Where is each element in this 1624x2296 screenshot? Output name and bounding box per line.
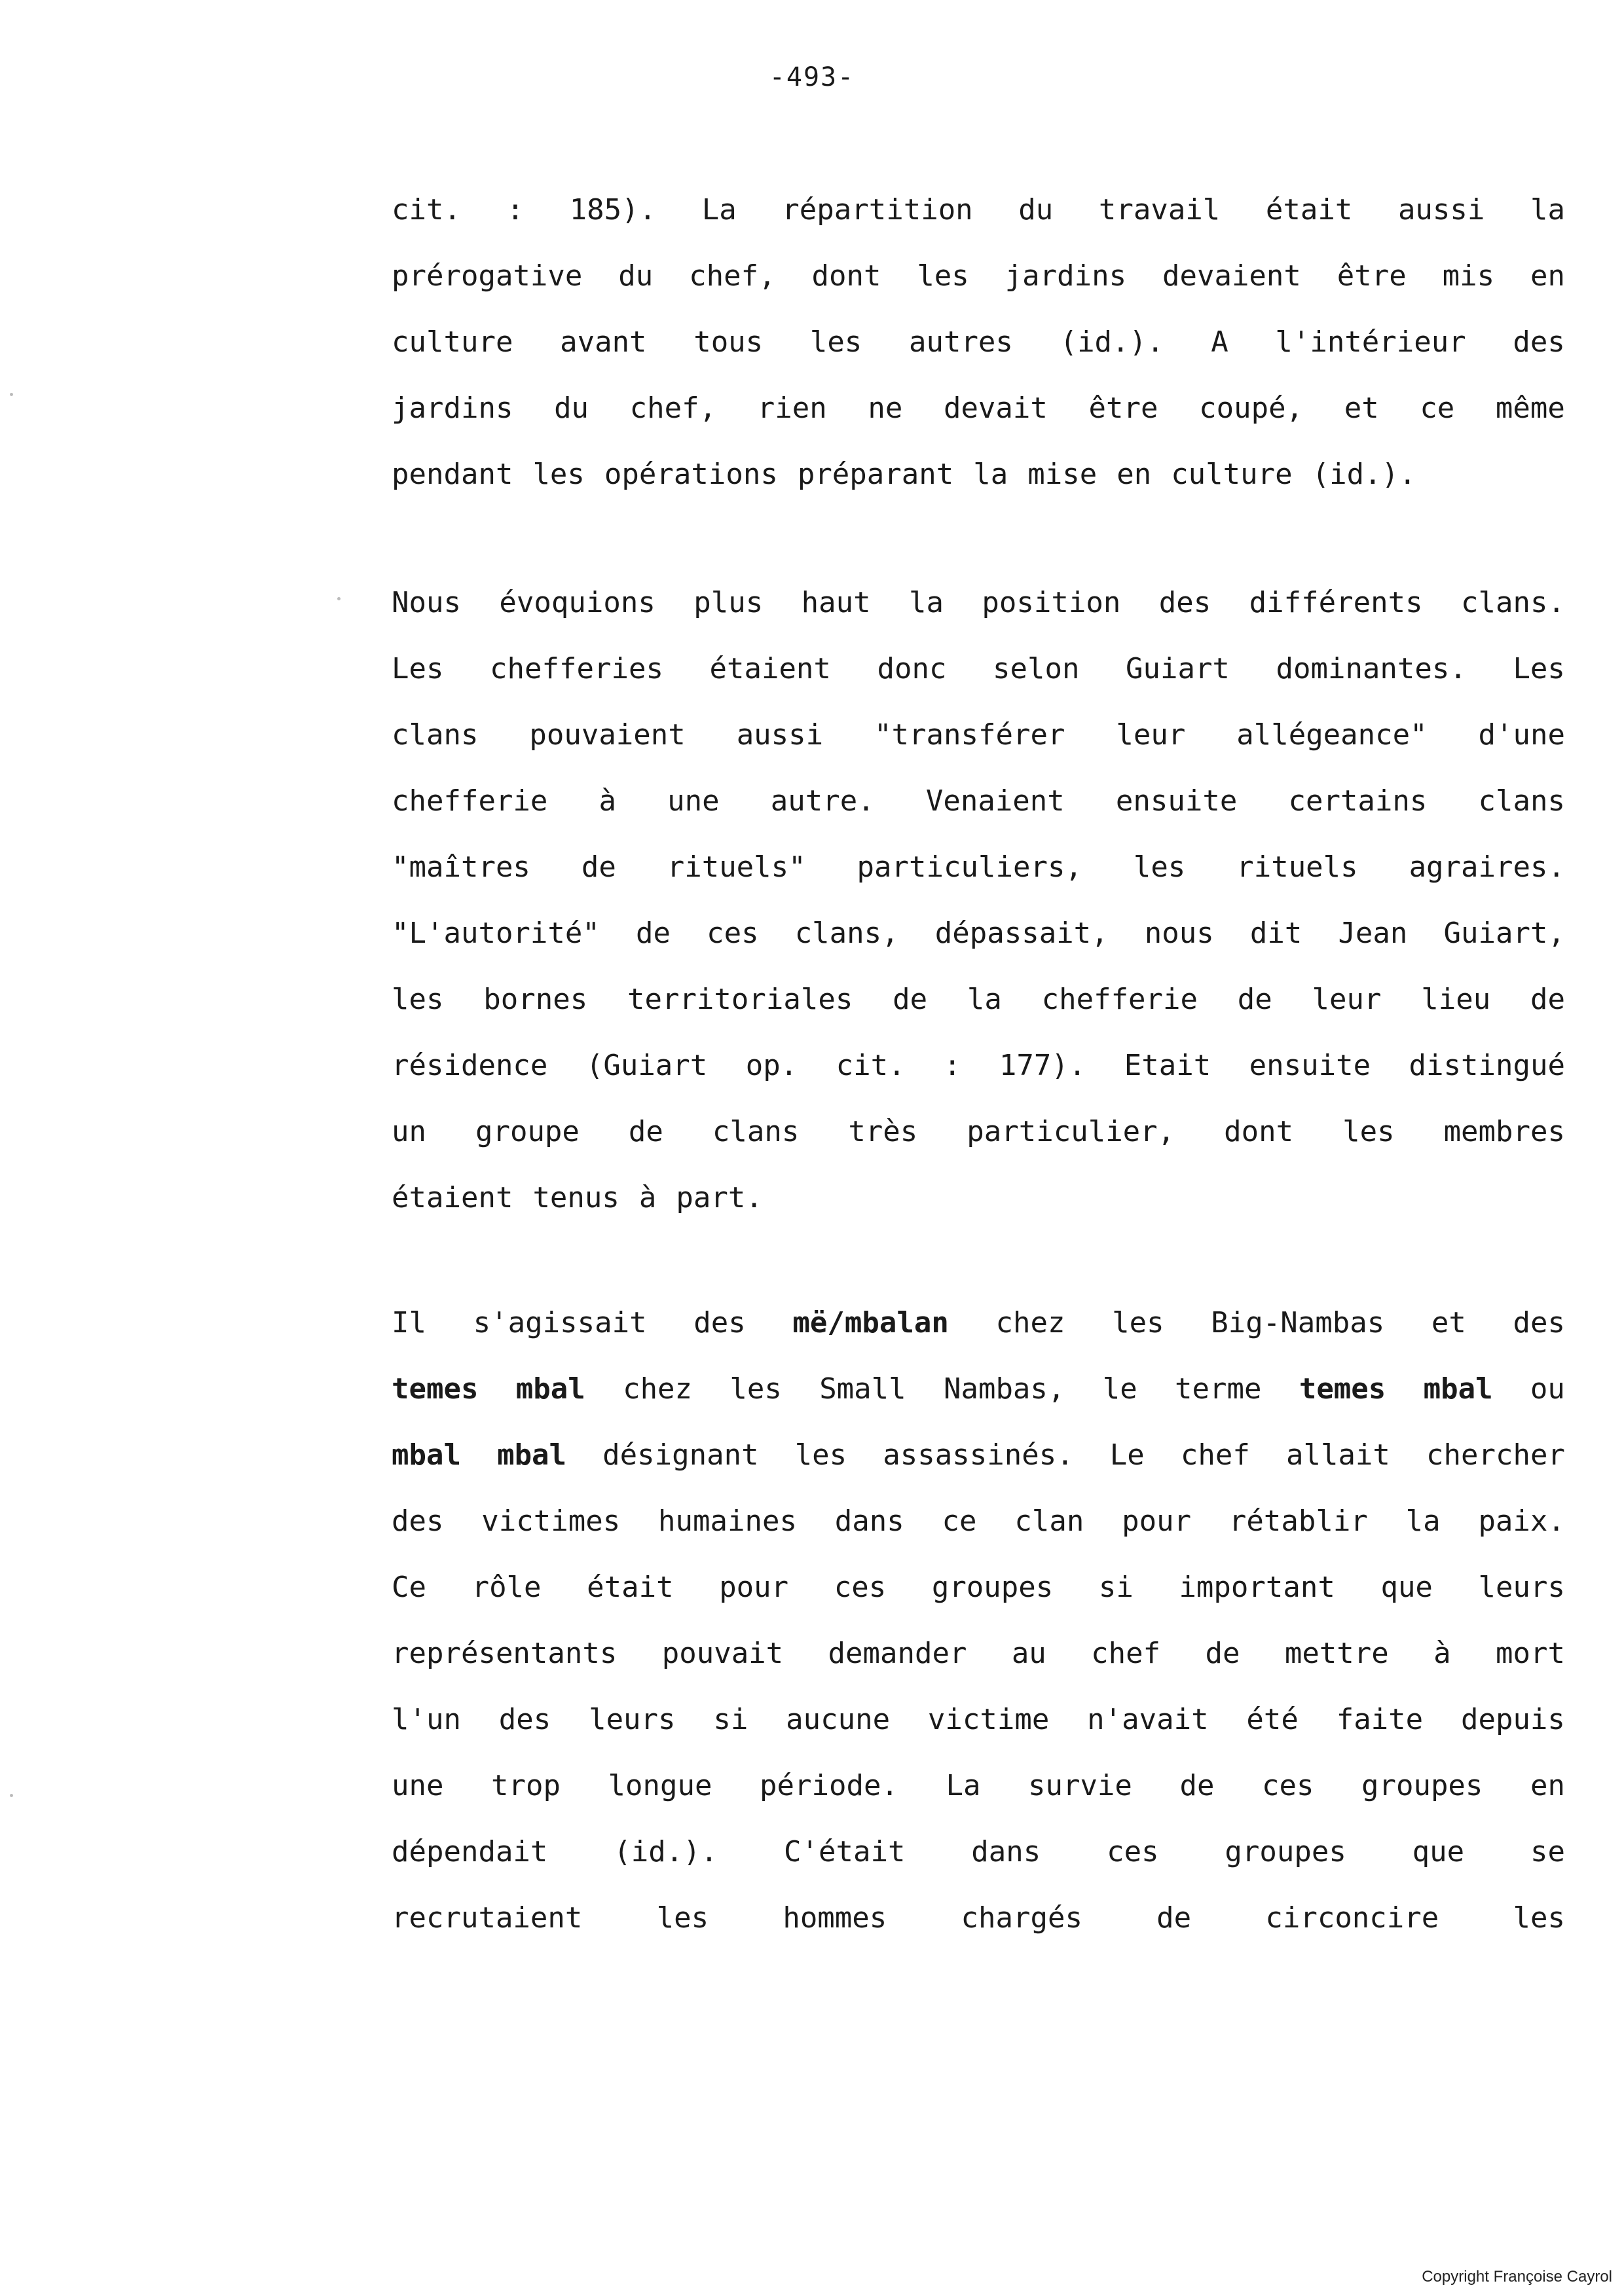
text-line — [392, 768, 1565, 834]
word: (id.). — [1312, 458, 1416, 491]
word: clans. — [1461, 586, 1565, 619]
word: des — [693, 1306, 746, 1339]
word: de — [1179, 1769, 1215, 1802]
word: répartition — [782, 193, 973, 227]
word: ensuite — [1115, 784, 1238, 818]
word: Big-Nambas — [1211, 1306, 1385, 1339]
word: se — [1530, 1835, 1565, 1868]
word: pouvaient — [529, 718, 686, 752]
word: rituels" — [667, 850, 806, 884]
word: préparant — [797, 458, 954, 491]
word: certains — [1288, 784, 1428, 818]
text-line — [392, 1099, 1565, 1165]
word: Etait — [1124, 1049, 1211, 1082]
word: ces — [707, 917, 759, 950]
word: Ce — [392, 1571, 426, 1604]
word: chef, — [629, 392, 717, 425]
word: part. — [676, 1181, 763, 1214]
word: chef — [1180, 1438, 1250, 1472]
text-line — [392, 1554, 1565, 1620]
word: dont — [1224, 1115, 1294, 1148]
text-line — [392, 1620, 1565, 1686]
word: territoriales — [627, 983, 853, 1016]
word: ne — [868, 392, 903, 425]
word: étaient — [392, 1181, 513, 1214]
text-line — [392, 1290, 1565, 1356]
word: Il — [392, 1306, 426, 1339]
word: la — [973, 458, 1008, 491]
word: à — [1433, 1637, 1451, 1670]
word: longue — [608, 1769, 712, 1802]
word: et — [1431, 1306, 1466, 1339]
word: la — [1405, 1504, 1441, 1538]
word: de — [1205, 1637, 1240, 1670]
word: travail — [1098, 193, 1221, 227]
word: l'un — [392, 1703, 461, 1736]
word: de — [893, 983, 928, 1016]
word: hommes — [783, 1901, 887, 1935]
word: de — [628, 1115, 663, 1148]
word: mbal — [515, 1372, 585, 1406]
word: pour — [719, 1571, 789, 1604]
word: si — [1098, 1571, 1134, 1604]
text-line — [392, 1356, 1565, 1422]
word: Guiart, — [1443, 917, 1565, 950]
scan-mark — [337, 597, 341, 600]
word: si — [713, 1703, 748, 1736]
word: ces — [1261, 1769, 1314, 1802]
text-line — [392, 441, 1565, 507]
word: même — [1495, 392, 1565, 425]
word: les — [532, 458, 585, 491]
word: plus — [693, 586, 764, 619]
word: dans — [971, 1835, 1041, 1868]
copyright-notice: Copyright Françoise Cayrol — [1422, 2268, 1612, 2286]
word: n'avait — [1087, 1703, 1209, 1736]
page-number: -493- — [769, 62, 855, 92]
word: dont — [811, 259, 881, 293]
word: période. — [760, 1769, 898, 1802]
word: des — [1158, 586, 1211, 619]
word: particuliers, — [857, 850, 1082, 884]
word: les — [1133, 850, 1186, 884]
word: terme — [1175, 1372, 1262, 1406]
word: lieu — [1421, 983, 1491, 1016]
word: en — [1530, 259, 1565, 293]
scan-mark — [10, 393, 13, 396]
word: la — [967, 983, 1002, 1016]
word: était — [587, 1571, 674, 1604]
word: (id.). — [1060, 325, 1164, 359]
word: autres — [908, 325, 1013, 359]
word: les — [656, 1901, 709, 1935]
word: jardins — [392, 392, 513, 425]
word: victimes — [481, 1504, 621, 1538]
word: leur — [1312, 983, 1382, 1016]
word: pour — [1122, 1504, 1192, 1538]
word: des — [498, 1703, 551, 1736]
word: rituels — [1236, 850, 1358, 884]
word: une — [392, 1769, 444, 1802]
word: la — [909, 586, 944, 619]
word: devait — [943, 392, 1048, 425]
word: membres — [1443, 1115, 1565, 1148]
word: une — [667, 784, 720, 818]
word: clan — [1014, 1504, 1084, 1538]
word: distingué — [1409, 1049, 1565, 1082]
word: évoquions — [499, 586, 655, 619]
word: été — [1246, 1703, 1299, 1736]
word: "transférer — [874, 718, 1065, 752]
word: position — [982, 586, 1121, 619]
word: allait — [1285, 1438, 1390, 1472]
word: en — [1116, 458, 1152, 491]
word: Venaient — [925, 784, 1065, 818]
word: nous — [1144, 917, 1214, 950]
word: clans, — [794, 917, 899, 950]
word: depuis — [1460, 1703, 1565, 1736]
text-line — [392, 1422, 1565, 1488]
word: chez — [995, 1306, 1065, 1339]
word: ce — [1420, 392, 1455, 425]
word: les — [729, 1372, 782, 1406]
word: à — [638, 1181, 657, 1214]
word: dominantes. — [1276, 652, 1467, 685]
word: ces — [1107, 1835, 1159, 1868]
text-line — [392, 1753, 1565, 1819]
word: d'une — [1478, 718, 1565, 752]
word: "L'autorité" — [392, 917, 600, 950]
word: de — [1156, 1901, 1192, 1935]
word: La — [701, 193, 737, 227]
word: les — [917, 259, 969, 293]
word: C'était — [784, 1835, 906, 1868]
word: en — [1530, 1769, 1565, 1802]
text-line — [392, 243, 1565, 309]
text-line — [392, 177, 1565, 243]
text-line — [392, 309, 1565, 375]
word: chercher — [1426, 1438, 1565, 1472]
word: groupes — [1225, 1835, 1346, 1868]
text-line — [392, 375, 1565, 441]
word: faite — [1336, 1703, 1424, 1736]
word: La — [946, 1769, 981, 1802]
word: de — [636, 917, 671, 950]
text-line — [392, 1032, 1565, 1099]
word: allégeance" — [1236, 718, 1428, 752]
word: bornes — [483, 983, 588, 1016]
word: A — [1211, 325, 1228, 359]
word: les — [1342, 1115, 1395, 1148]
word: les — [1112, 1306, 1164, 1339]
paragraph-2 — [392, 570, 1565, 1231]
word: du — [554, 392, 589, 425]
word: leurs — [1478, 1571, 1565, 1604]
word: rien — [757, 392, 827, 425]
word: chez — [623, 1372, 693, 1406]
word: chefferies — [490, 652, 663, 685]
word: les — [392, 983, 444, 1016]
word: selon — [992, 652, 1080, 685]
text-line — [392, 1819, 1565, 1885]
word: des — [392, 1504, 444, 1538]
word: (id.). — [614, 1835, 718, 1868]
word: dépendait — [392, 1835, 548, 1868]
text-line — [392, 702, 1565, 768]
word: mbal — [1423, 1372, 1493, 1406]
word: clans — [712, 1115, 800, 1148]
word: : — [944, 1049, 961, 1082]
word: et — [1344, 392, 1379, 425]
word: chargés — [961, 1901, 1082, 1935]
word: clans — [392, 718, 479, 752]
word: représentants — [392, 1637, 618, 1670]
text-line — [392, 570, 1565, 636]
word: Le — [1109, 1438, 1145, 1472]
word: cit. — [836, 1049, 906, 1082]
word: victime — [927, 1703, 1050, 1736]
word: dans — [834, 1504, 904, 1538]
word: mis — [1442, 259, 1495, 293]
word: groupe — [475, 1115, 580, 1148]
word: Jean — [1338, 917, 1408, 950]
word: des — [1513, 1306, 1565, 1339]
word: chef — [1091, 1637, 1161, 1670]
word: agraires. — [1409, 850, 1565, 884]
word: rétablir — [1228, 1504, 1368, 1538]
word: ce — [942, 1504, 977, 1538]
text-line — [392, 1488, 1565, 1554]
word: les — [794, 1438, 847, 1472]
word: prérogative — [392, 259, 583, 293]
word: l'intérieur — [1275, 325, 1466, 359]
word: survie — [1027, 1769, 1132, 1802]
word: assassinés. — [883, 1438, 1074, 1472]
word: culture — [392, 325, 513, 359]
word: aucune — [786, 1703, 891, 1736]
word: Nambas, — [943, 1372, 1065, 1406]
word: temes — [1299, 1372, 1386, 1406]
word: résidence — [392, 1049, 548, 1082]
word: culture — [1171, 458, 1293, 491]
word: temes — [392, 1372, 479, 1406]
word: chefferie — [392, 784, 548, 818]
word: chef, — [689, 259, 776, 293]
text-line — [392, 1686, 1565, 1753]
word: étaient — [709, 652, 831, 685]
word: humaines — [658, 1504, 797, 1538]
word: mettre — [1284, 1637, 1389, 1670]
word: rôle — [471, 1571, 542, 1604]
word: (Guiart — [585, 1049, 708, 1082]
word: important — [1179, 1571, 1335, 1604]
word: des — [1513, 325, 1565, 359]
word: du — [1018, 193, 1054, 227]
word: avant — [560, 325, 647, 359]
text-line — [392, 1165, 1565, 1231]
word: demander — [828, 1637, 967, 1670]
paragraph-1 — [392, 177, 1565, 507]
word: tous — [693, 325, 764, 359]
word: que — [1412, 1835, 1465, 1868]
word: 177). — [999, 1049, 1086, 1082]
word: mise — [1027, 458, 1098, 491]
word: tenus — [532, 1181, 619, 1214]
word: Small — [819, 1372, 906, 1406]
word: devaient — [1162, 259, 1301, 293]
word: autre. — [770, 784, 875, 818]
word: ces — [834, 1571, 887, 1604]
word: les — [1513, 1901, 1565, 1935]
text-line — [392, 900, 1565, 966]
word: 185). — [569, 193, 657, 227]
word: ensuite — [1249, 1049, 1371, 1082]
word: de — [1530, 983, 1565, 1016]
word: pouvait — [661, 1637, 784, 1670]
word: un — [392, 1115, 426, 1148]
word: më/mbalan — [792, 1306, 949, 1339]
word: donc — [877, 652, 947, 685]
word: dépassait, — [934, 917, 1109, 950]
word: de — [1237, 983, 1272, 1016]
word: "maîtres — [392, 850, 530, 884]
word: Les — [392, 652, 444, 685]
word: jardins — [1005, 259, 1127, 293]
word: aussi — [1397, 193, 1485, 227]
word: du — [618, 259, 654, 293]
word: : — [506, 193, 525, 227]
word: désignant — [602, 1438, 759, 1472]
text-line — [392, 834, 1565, 900]
word: mort — [1496, 1637, 1565, 1670]
word: mbal — [497, 1438, 567, 1472]
word: la — [1530, 193, 1565, 227]
word: opérations — [604, 458, 778, 491]
scan-mark — [10, 1794, 13, 1797]
word: mbal — [392, 1438, 461, 1472]
word: chefferie — [1041, 983, 1198, 1016]
word: s'agissait — [473, 1306, 647, 1339]
word: pendant — [392, 458, 513, 491]
word: paix. — [1478, 1504, 1565, 1538]
text-line — [392, 636, 1565, 702]
paragraph-3 — [392, 1290, 1565, 1951]
word: Les — [1513, 652, 1565, 685]
word: cit. — [392, 193, 461, 227]
text-line — [392, 966, 1565, 1032]
text-line — [392, 1885, 1565, 1951]
word: au — [1011, 1637, 1046, 1670]
word: groupes — [1361, 1769, 1483, 1802]
word: recrutaient — [392, 1901, 583, 1935]
word: op. — [745, 1049, 798, 1082]
word: leurs — [589, 1703, 676, 1736]
word: était — [1265, 193, 1353, 227]
word: coupé, — [1199, 392, 1304, 425]
word: circoncire — [1265, 1901, 1439, 1935]
word: particulier, — [967, 1115, 1175, 1148]
word: de — [581, 850, 616, 884]
word: être — [1337, 259, 1407, 293]
word: clans — [1478, 784, 1565, 818]
word: différents — [1249, 586, 1423, 619]
word: être — [1088, 392, 1158, 425]
word: groupes — [931, 1571, 1054, 1604]
word: aussi — [736, 718, 824, 752]
word: ou — [1530, 1372, 1565, 1406]
word: que — [1380, 1571, 1433, 1604]
word: Nous — [392, 586, 461, 619]
word: haut — [801, 586, 871, 619]
word: Guiart — [1125, 652, 1230, 685]
word: dit — [1249, 917, 1302, 950]
word: à — [599, 784, 617, 818]
word: très — [848, 1115, 918, 1148]
word: le — [1102, 1372, 1137, 1406]
word: les — [809, 325, 862, 359]
word: leur — [1116, 718, 1186, 752]
word: trop — [491, 1769, 561, 1802]
